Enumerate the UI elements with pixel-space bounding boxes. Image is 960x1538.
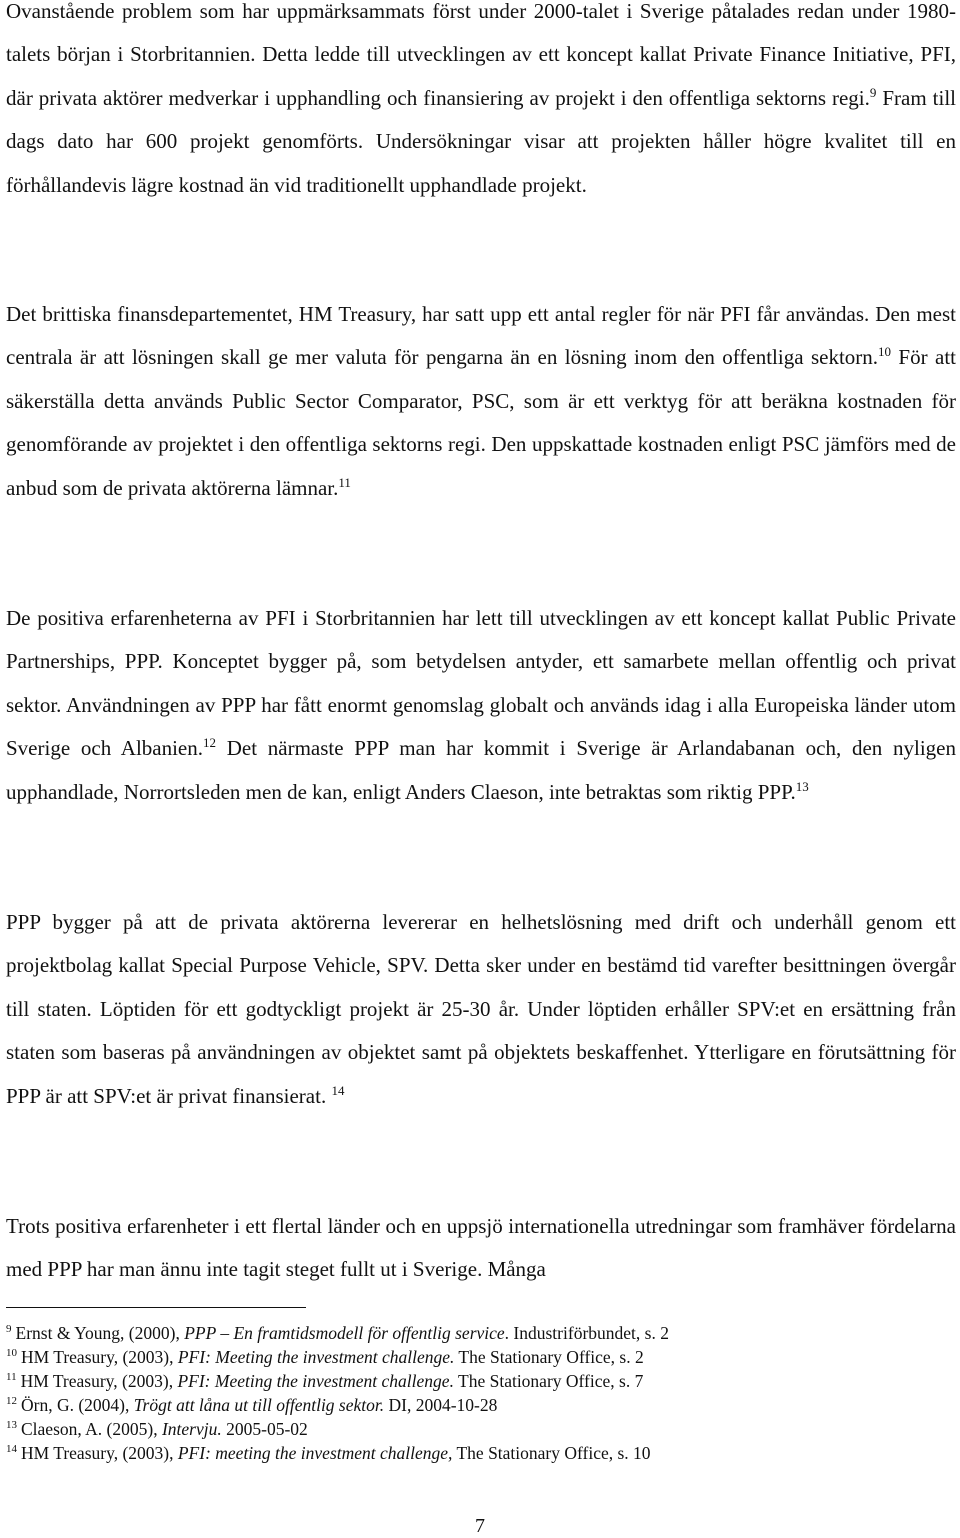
paragraph-text: De positiva erfarenheterna av PFI i Storbritannien har lett till utvecklingen av ett koncept kallat Public Private Partnerships, PPP. Konceptet bygger på, som betydelsen antyder, ett samarbete mellan offentlig och privat sektor. Användningen av PPP har fått enormt genomslag globalt och används idag i alla Europeiska länder utom Sverige och Albanien. — [6, 606, 956, 761]
footnote-source: Claeson, A. (2005), — [21, 1419, 162, 1440]
footnote-details: DI, 2004-10-28 — [384, 1395, 498, 1416]
footnote-details: The Stationary Office, s. 7 — [453, 1371, 644, 1392]
footnote-details: 2005-05-02 — [221, 1419, 308, 1440]
footnote-reference[interactable]: 11 — [338, 474, 351, 490]
footnote-number: 13 — [6, 1419, 17, 1432]
footnote — [6, 1441, 956, 1465]
body-paragraph — [6, 1205, 956, 1293]
footnote-title: PFI: meeting the investment challenge, — [177, 1443, 453, 1464]
footnote — [6, 1321, 956, 1345]
footnote-title: PPP – En framtidsmodell för offentlig service — [184, 1323, 505, 1343]
footnote-source: HM Treasury, (2003), — [21, 1443, 178, 1464]
footnote-title: PFI: Meeting the investment challenge. — [177, 1347, 455, 1368]
footnote — [6, 1345, 956, 1369]
body-paragraph — [6, 0, 956, 207]
footnote-reference[interactable]: 12 — [203, 735, 216, 751]
body-paragraph — [6, 901, 956, 1118]
paragraph-text: Det närmaste PPP man har kommit i Sverige är Arlandabanan och, den nyligen upphandlade, Norrortsleden men de kan, enligt Anders Claeson, inte betraktas som riktig PPP. — [6, 736, 956, 804]
footnote-number: 12 — [6, 1395, 17, 1408]
paragraph-text: För att säkerställa detta används Public Sector Comparator, PSC, som är ett verktyg för att beräkna kostnaden för genomförande av projektet i den offentliga sektorns regi. Den uppskattade kostnaden enligt PSC jämförs med de anbud som de privata aktörerna lämnar. — [6, 345, 956, 500]
footnote-reference[interactable]: 9 — [869, 84, 877, 100]
footnote-number: 9 — [6, 1323, 12, 1335]
paragraph-text: PPP bygger på att de privata aktörerna levererar en helhetslösning med drift och underhåll genom ett projektbolag kallat Special Purpose Vehicle, SPV. Detta sker under en bestämd tid varefter besittningen övergår till staten. Löptiden för ett godtyckligt projekt är 25-30 år. Under löptiden erhåller SPV:et en ersättning från staten som baseras på användningen av objektet samt på objektets beskaffenhet. Ytterligare en förutsättning för PPP är att SPV:et är privat finansierat. — [6, 910, 956, 1108]
footnote-reference[interactable]: 14 — [331, 1082, 345, 1098]
footnote-title: Intervju. — [161, 1419, 222, 1440]
paragraph-text: Trots positiva erfarenheter i ett flertal länder och en uppsjö internationella utredningar som framhäver fördelarna med PPP har man ännu inte tagit steget fullt ut i Sverige. Många — [6, 1214, 956, 1282]
footnote-number: 11 — [6, 1371, 17, 1384]
footnote-number: 10 — [6, 1347, 17, 1360]
body-paragraph — [6, 293, 956, 510]
footnote-source: HM Treasury, (2003), — [20, 1371, 178, 1392]
footnote — [6, 1369, 956, 1393]
footnote — [6, 1393, 956, 1417]
paragraph-text: Det brittiska finansdepartementet, HM Treasury, har satt upp ett antal regler för när PFI får användas. Den mest centrala är att lösningen skall ge mer valuta för pengarna än en lösning inom den offentliga sektorn. — [6, 302, 956, 370]
body-paragraph — [6, 597, 956, 814]
footnote-source: HM Treasury, (2003), — [21, 1347, 178, 1368]
paragraph-text: Fram till dags dato har 600 projekt genomförts. Undersökningar visar att projekten håller högre kvalitet till en förhållandevis lägre kostnad än vid traditionellt upphandlade projekt. — [6, 85, 956, 197]
footnote-source: Örn, G. (2004), — [21, 1395, 134, 1416]
footnote-title: PFI: Meeting the investment challenge. — [177, 1371, 454, 1392]
footnote-separator — [6, 1307, 306, 1308]
footnote-reference[interactable]: 13 — [795, 778, 809, 794]
footnote — [6, 1417, 956, 1441]
footnote-list — [6, 1321, 956, 1466]
footnote-source: Ernst & Young, (2000), — [15, 1323, 185, 1343]
footnote-details: The Stationary Office, s. 2 — [454, 1347, 644, 1368]
footnote-details: . Industriförbundet, s. 2 — [504, 1323, 669, 1343]
footnote-details: The Stationary Office, s. 10 — [452, 1443, 651, 1464]
footnote-reference[interactable]: 10 — [878, 344, 892, 360]
page-number: 7 — [475, 1515, 485, 1537]
footnote-number: 14 — [6, 1443, 17, 1456]
footnote-title: Trögt att låna ut till offentlig sektor. — [133, 1395, 385, 1416]
paragraph-text: Ovanstående problem som har uppmärksammats först under 2000-talet i Sverige påtalades redan under 1980-talets början i Storbritannien. Detta ledde till utvecklingen av ett koncept kallat Private Finance Initiative, PFI, där privata aktörer medverkar i upphandling och finansiering av projekt i den offentliga sektorns regi. — [6, 0, 956, 110]
